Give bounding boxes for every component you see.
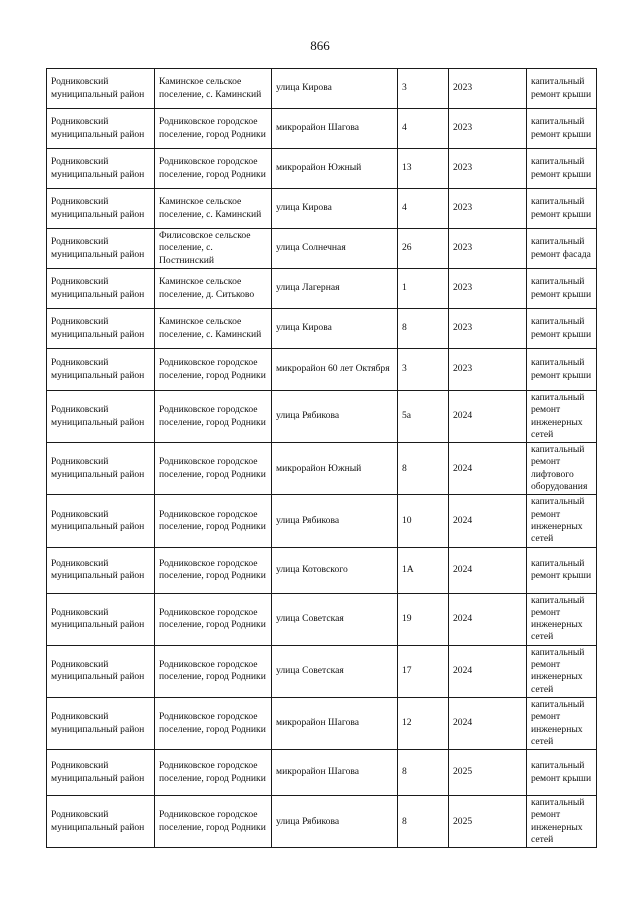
district-cell: Родниковский муниципальный район (47, 495, 155, 547)
year-cell: 2024 (449, 443, 527, 495)
settlement-cell: Родниковское городское поселение, город Родники (155, 593, 272, 645)
work-type-cell: капитальный ремонт крыши (527, 269, 597, 309)
work-type-cell: капитальный ремонт крыши (527, 149, 597, 189)
year-cell: 2025 (449, 750, 527, 796)
district-cell: Родниковский муниципальный район (47, 645, 155, 697)
street-cell: микрорайон Южный (272, 149, 398, 189)
street-cell: улица Рябикова (272, 391, 398, 443)
settlement-cell: Родниковское городское поселение, город Родники (155, 547, 272, 593)
year-cell: 2023 (449, 349, 527, 391)
district-cell: Родниковский муниципальный район (47, 750, 155, 796)
year-cell: 2024 (449, 391, 527, 443)
district-cell: Родниковский муниципальный район (47, 391, 155, 443)
house-number-cell: 8 (398, 309, 449, 349)
district-cell: Родниковский муниципальный район (47, 697, 155, 749)
work-type-cell: капитальный ремонт инженерных сетей (527, 796, 597, 848)
year-cell: 2023 (449, 189, 527, 229)
table-row (47, 229, 597, 269)
street-cell: улица Солнечная (272, 229, 398, 269)
house-number-cell: 3 (398, 349, 449, 391)
street-cell: микрорайон Шагова (272, 697, 398, 749)
work-type-cell: капитальный ремонт инженерных сетей (527, 495, 597, 547)
district-cell: Родниковский муниципальный район (47, 547, 155, 593)
district-cell: Родниковский муниципальный район (47, 229, 155, 269)
table-row (47, 495, 597, 547)
district-cell: Родниковский муниципальный район (47, 269, 155, 309)
district-cell: Родниковский муниципальный район (47, 69, 155, 109)
table-row (47, 69, 597, 109)
street-cell: микрорайон Южный (272, 443, 398, 495)
settlement-cell: Филисовское сельское поселение, с. Постнинский (155, 229, 272, 269)
house-number-cell: 5а (398, 391, 449, 443)
house-number-cell: 8 (398, 796, 449, 848)
street-cell: улица Советская (272, 593, 398, 645)
settlement-cell: Родниковское городское поселение, город Родники (155, 697, 272, 749)
table-row (47, 593, 597, 645)
house-number-cell: 1 (398, 269, 449, 309)
settlement-cell: Каминское сельское поселение, с. Каминский (155, 189, 272, 229)
district-cell: Родниковский муниципальный район (47, 593, 155, 645)
repair-schedule-table (46, 68, 597, 848)
district-cell: Родниковский муниципальный район (47, 189, 155, 229)
table-row (47, 645, 597, 697)
house-number-cell: 19 (398, 593, 449, 645)
house-number-cell: 13 (398, 149, 449, 189)
street-cell: улица Лагерная (272, 269, 398, 309)
table-row (47, 697, 597, 749)
district-cell: Родниковский муниципальный район (47, 149, 155, 189)
year-cell: 2023 (449, 69, 527, 109)
district-cell: Родниковский муниципальный район (47, 109, 155, 149)
settlement-cell: Каминское сельское поселение, с. Каминский (155, 309, 272, 349)
year-cell: 2023 (449, 149, 527, 189)
house-number-cell: 26 (398, 229, 449, 269)
district-cell: Родниковский муниципальный район (47, 349, 155, 391)
street-cell: улица Котовского (272, 547, 398, 593)
table-row (47, 443, 597, 495)
house-number-cell: 8 (398, 443, 449, 495)
street-cell: микрорайон Шагова (272, 750, 398, 796)
house-number-cell: 1А (398, 547, 449, 593)
street-cell: улица Рябикова (272, 495, 398, 547)
year-cell: 2023 (449, 269, 527, 309)
settlement-cell: Родниковское городское поселение, город Родники (155, 391, 272, 443)
settlement-cell: Родниковское городское поселение, город Родники (155, 109, 272, 149)
table-row (47, 349, 597, 391)
street-cell: улица Советская (272, 645, 398, 697)
table-row (47, 547, 597, 593)
settlement-cell: Родниковское городское поселение, город Родники (155, 750, 272, 796)
street-cell: улица Кирова (272, 189, 398, 229)
settlement-cell: Родниковское городское поселение, город Родники (155, 495, 272, 547)
house-number-cell: 17 (398, 645, 449, 697)
year-cell: 2024 (449, 645, 527, 697)
table-row (47, 750, 597, 796)
district-cell: Родниковский муниципальный район (47, 796, 155, 848)
house-number-cell: 3 (398, 69, 449, 109)
work-type-cell: капитальный ремонт инженерных сетей (527, 697, 597, 749)
settlement-cell: Каминское сельское поселение, д. Ситьково (155, 269, 272, 309)
street-cell: улица Кирова (272, 309, 398, 349)
year-cell: 2024 (449, 697, 527, 749)
street-cell: микрорайон 60 лет Октября (272, 349, 398, 391)
work-type-cell: капитальный ремонт инженерных сетей (527, 645, 597, 697)
settlement-cell: Родниковское городское поселение, город Родники (155, 796, 272, 848)
year-cell: 2025 (449, 796, 527, 848)
work-type-cell: капитальный ремонт крыши (527, 750, 597, 796)
work-type-cell: капитальный ремонт фасада (527, 229, 597, 269)
settlement-cell: Каминское сельское поселение, с. Каминский (155, 69, 272, 109)
house-number-cell: 4 (398, 189, 449, 229)
house-number-cell: 4 (398, 109, 449, 149)
settlement-cell: Родниковское городское поселение, город Родники (155, 149, 272, 189)
street-cell: улица Рябикова (272, 796, 398, 848)
work-type-cell: капитальный ремонт крыши (527, 189, 597, 229)
table-row (47, 189, 597, 229)
district-cell: Родниковский муниципальный район (47, 443, 155, 495)
work-type-cell: капитальный ремонт инженерных сетей (527, 593, 597, 645)
house-number-cell: 8 (398, 750, 449, 796)
work-type-cell: капитальный ремонт крыши (527, 309, 597, 349)
street-cell: микрорайон Шагова (272, 109, 398, 149)
street-cell: улица Кирова (272, 69, 398, 109)
settlement-cell: Родниковское городское поселение, город Родники (155, 349, 272, 391)
settlement-cell: Родниковское городское поселение, город Родники (155, 443, 272, 495)
year-cell: 2023 (449, 229, 527, 269)
year-cell: 2023 (449, 309, 527, 349)
work-type-cell: капитальный ремонт крыши (527, 69, 597, 109)
district-cell: Родниковский муниципальный район (47, 309, 155, 349)
work-type-cell: капитальный ремонт лифтового оборудования (527, 443, 597, 495)
table-row (47, 149, 597, 189)
page-number: 866 (310, 38, 330, 53)
table-row (47, 309, 597, 349)
work-type-cell: капитальный ремонт крыши (527, 547, 597, 593)
year-cell: 2024 (449, 593, 527, 645)
year-cell: 2023 (449, 109, 527, 149)
house-number-cell: 12 (398, 697, 449, 749)
table-row (47, 391, 597, 443)
settlement-cell: Родниковское городское поселение, город Родники (155, 645, 272, 697)
table-row (47, 796, 597, 848)
work-type-cell: капитальный ремонт крыши (527, 349, 597, 391)
table-row (47, 269, 597, 309)
year-cell: 2024 (449, 547, 527, 593)
house-number-cell: 10 (398, 495, 449, 547)
year-cell: 2024 (449, 495, 527, 547)
table-row (47, 109, 597, 149)
work-type-cell: капитальный ремонт крыши (527, 109, 597, 149)
work-type-cell: капитальный ремонт инженерных сетей (527, 391, 597, 443)
